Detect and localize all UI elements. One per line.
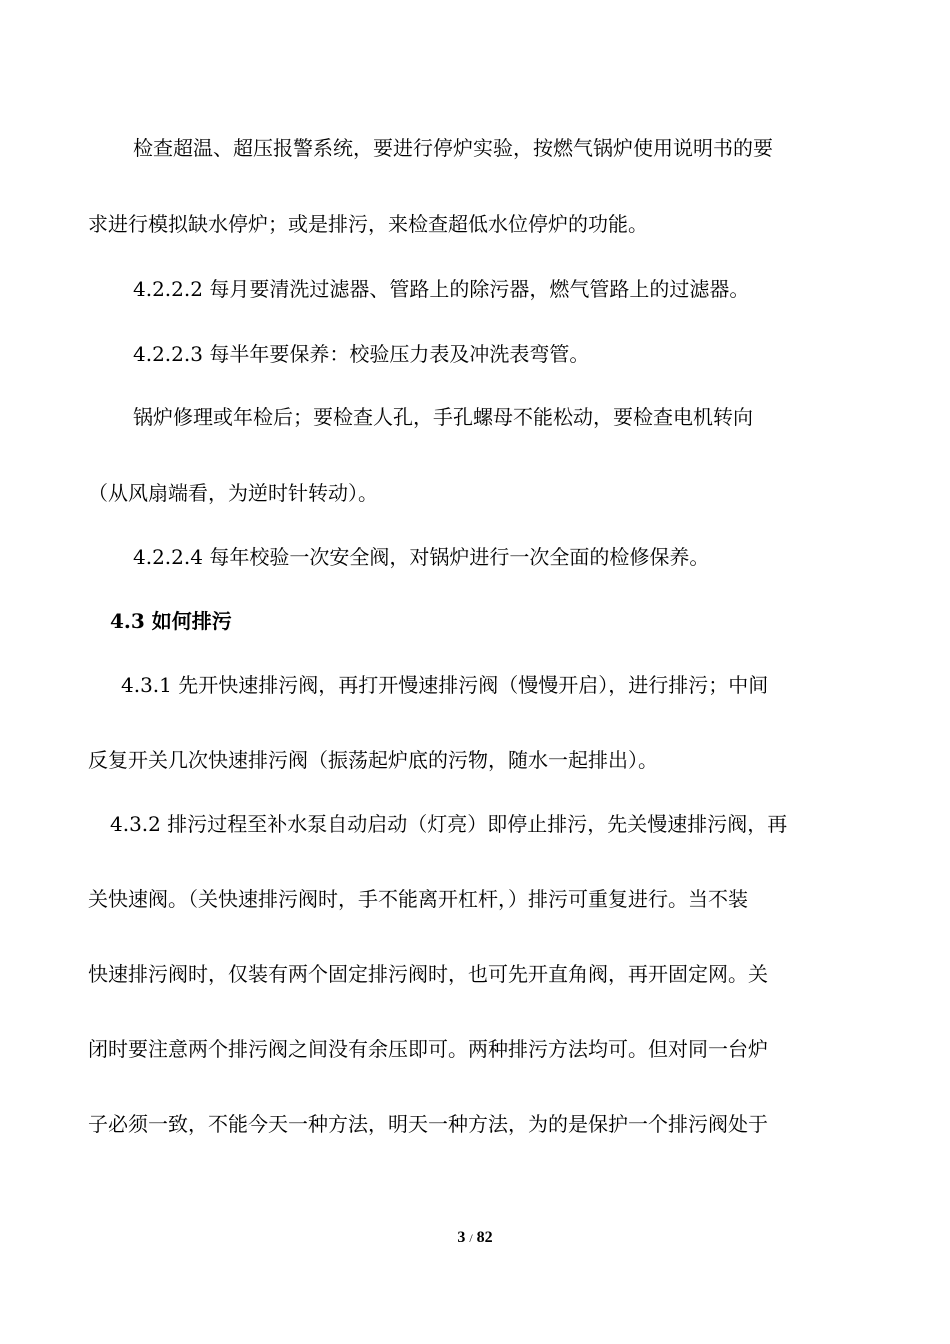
paragraph-line: 4.3.1 先开快速排污阀，再打开慢速排污阀（慢慢开启），进行排污；中间 [121,673,769,697]
paragraph-line: 闭时要注意两个排污阀之间没有余压即可。两种排污方法均可。但对同一台炉 [88,1037,768,1061]
paragraph-line: 锅炉修理或年检后；要检查人孔，手孔螺母不能松动，要检查电机转向 [133,405,753,429]
paragraph-line: 求进行模拟缺水停炉；或是排污，来检查超低水位停炉的功能。 [88,212,648,236]
paragraph-line: 子必须一致，不能今天一种方法，明天一种方法，为的是保护一个排污阀处于 [88,1112,768,1136]
paragraph-line: 4.2.2.2 每月要清洗过滤器、管路上的除污器，燃气管路上的过滤器。 [133,277,750,301]
paragraph-line: 关快速阀。（关快速排污阀时，手不能离开杠杆，）排污可重复进行。当不装 [88,887,748,911]
page-number [0,1226,950,1250]
section-heading: 4.3 如何排污 [110,609,232,633]
page-separator: / [469,1231,473,1245]
total-pages: 82 [476,1229,493,1246]
paragraph-line: 反复开关几次快速排污阀（振荡起炉底的污物，随水一起排出）。 [88,748,658,772]
paragraph-line: 4.3.2 排污过程至补水泵自动启动（灯亮）即停止排污，先关慢速排污阀，再 [110,812,788,836]
paragraph-line: （从风扇端看，为逆时针转动）。 [88,481,378,505]
paragraph-line: 快速排污阀时，仅装有两个固定排污阀时，也可先开直角阀，再开固定网。关 [88,962,768,986]
current-page: 3 [457,1229,466,1246]
paragraph-line: 4.2.2.4 每年校验一次安全阀，对锅炉进行一次全面的检修保养。 [133,545,710,569]
paragraph-line: 检查超温、超压报警系统，要进行停炉实验，按燃气锅炉使用说明书的要 [133,136,773,160]
paragraph-line: 4.2.2.3 每半年要保养：校验压力表及冲洗表弯管。 [133,342,590,366]
